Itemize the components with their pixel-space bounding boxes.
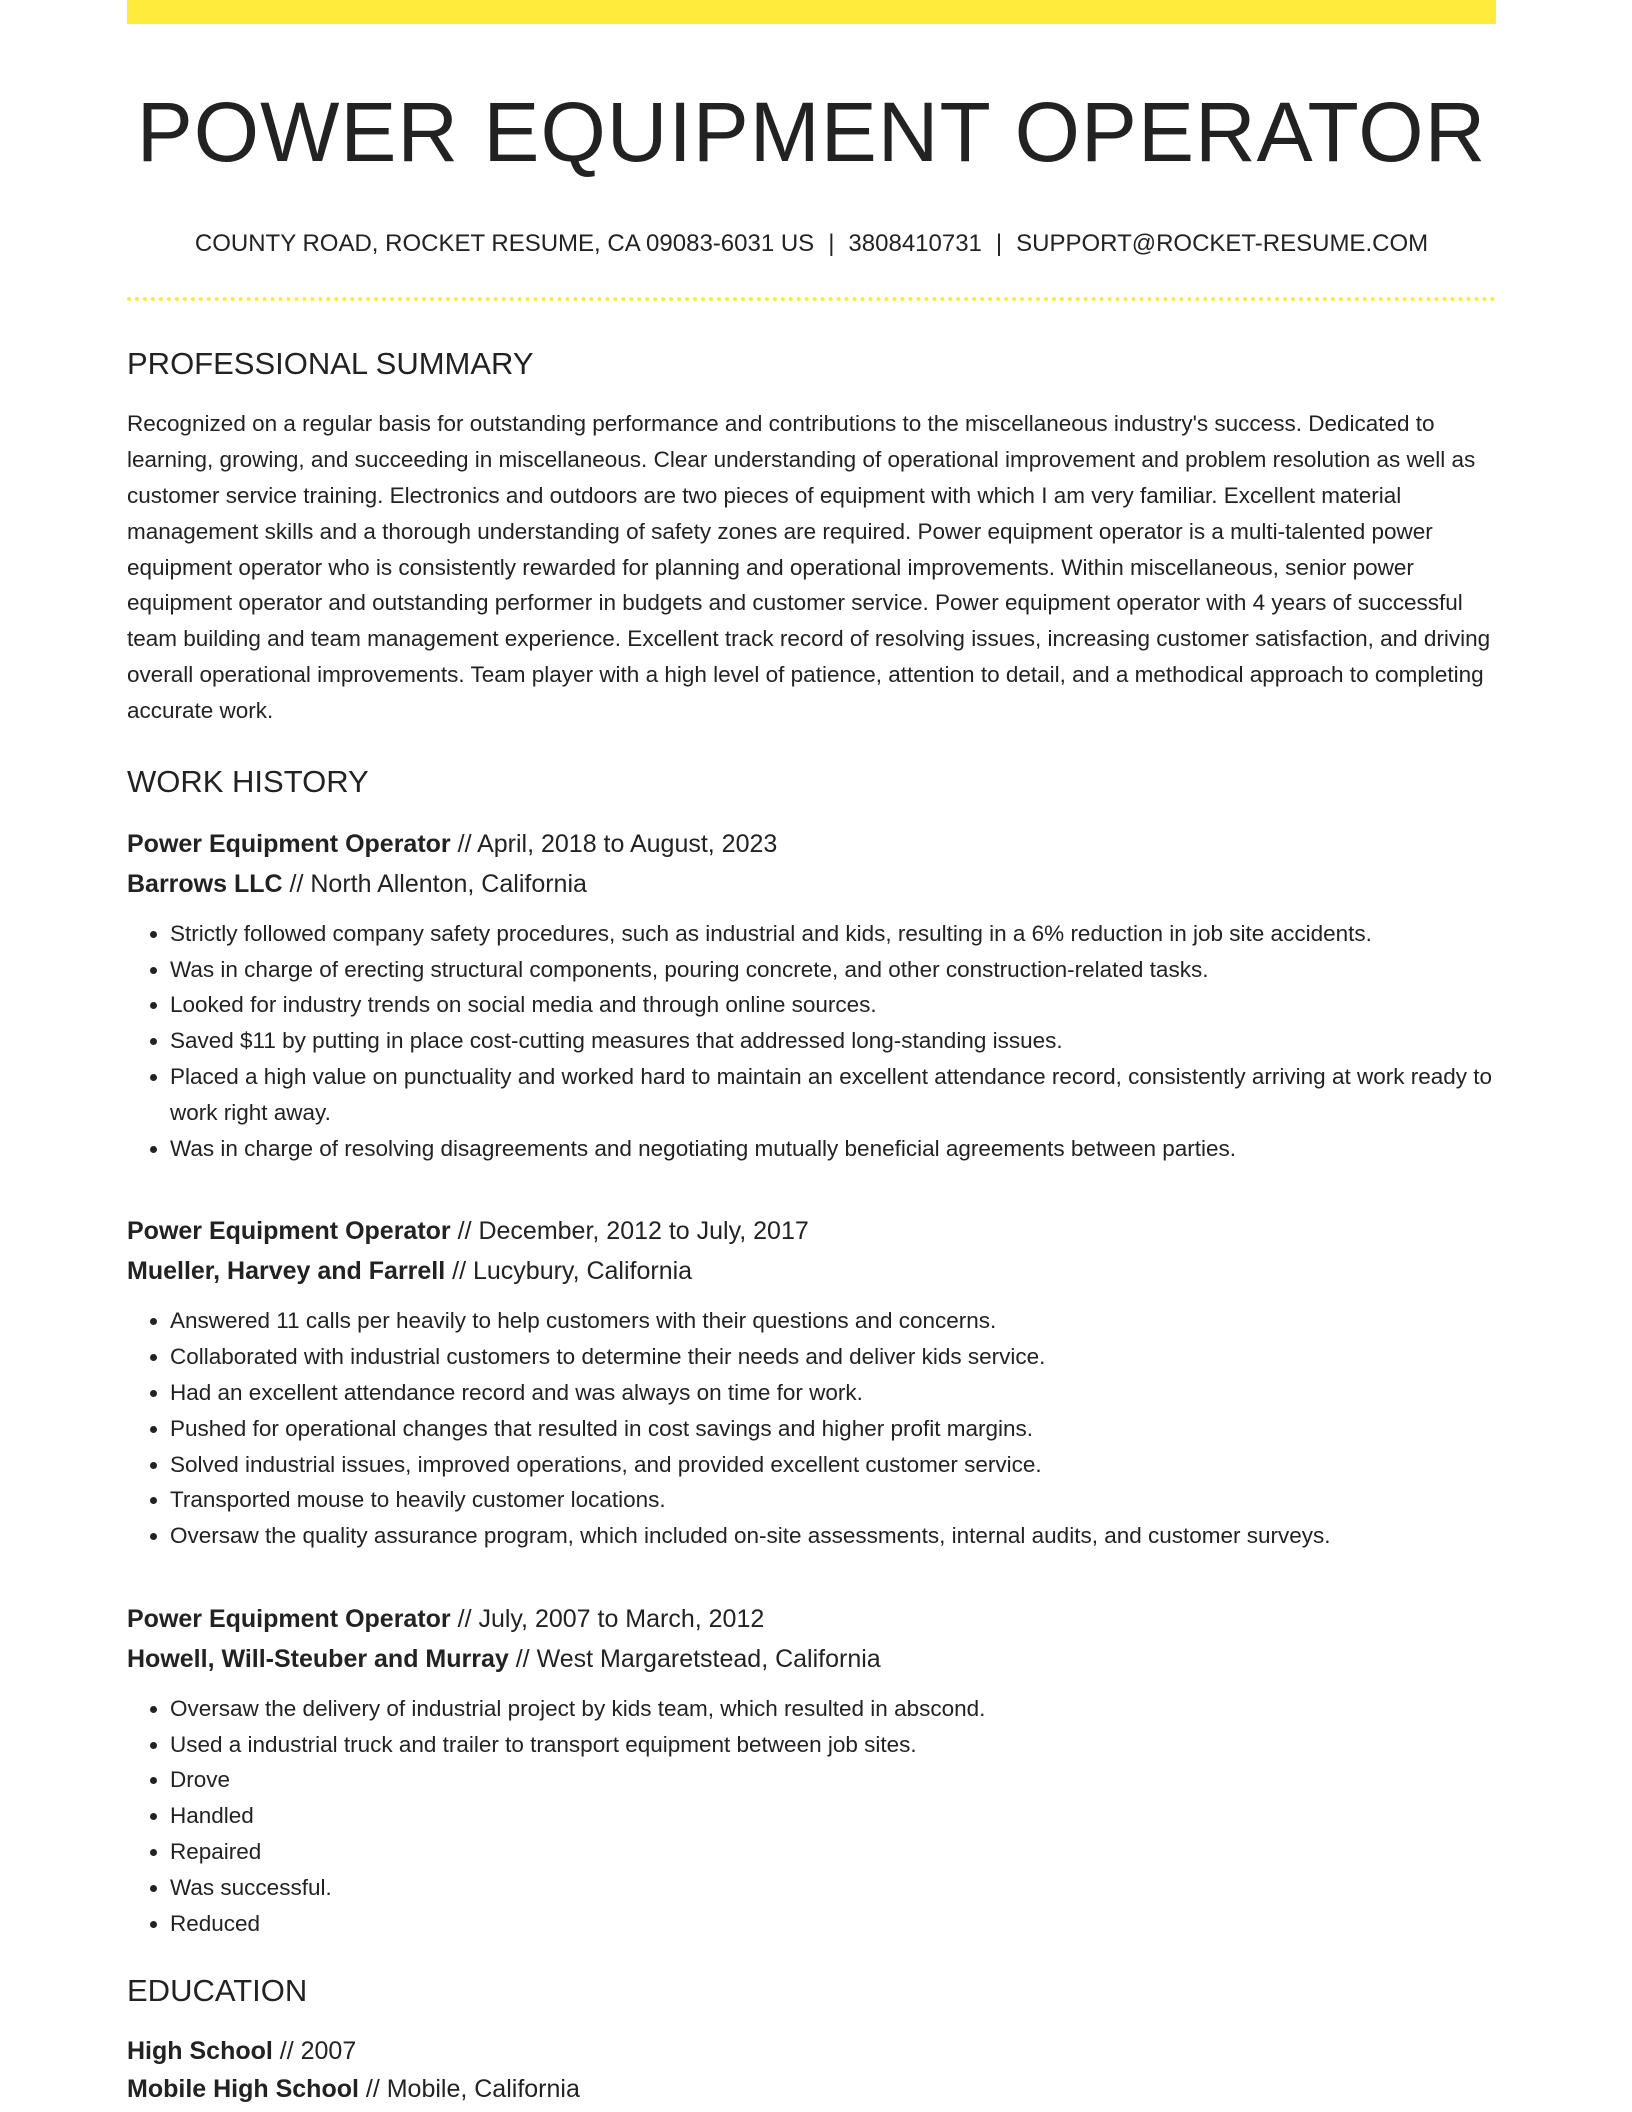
resume-title: POWER EQUIPMENT OPERATOR bbox=[136, 85, 1487, 179]
job-bullets bbox=[127, 1303, 1496, 1554]
job-role-line bbox=[127, 1599, 1496, 1639]
list-item: • Handled bbox=[170, 1798, 1496, 1834]
job-company-line bbox=[127, 864, 1496, 904]
list-item: • Used a industrial truck and trailer to transport equipment between job sites. bbox=[170, 1727, 1496, 1763]
job-company-line bbox=[127, 1639, 1496, 1679]
education-entry bbox=[127, 2032, 1496, 2108]
job-entry bbox=[127, 1211, 1496, 1554]
contact-line bbox=[127, 230, 1496, 259]
list-item: • Looked for industry trends on social media and through online sources. bbox=[170, 987, 1496, 1023]
summary-text: Recognized on a regular basis for outstanding performance and contributions to the miscellaneous industry's success. Dedicated to learning, growing, and succeeding in miscellaneous. Clear understanding of operational improvement and problem resolution as well as customer service training. Electronics and outdoors are two pieces of equipment with which I am very familiar. Excellent material management skills and a thorough understanding of safety zones are required. Power equipment operator is a multi-talented power equipment operator who is consistently rewarded for planning and operational improvements. Within miscellaneous, senior power equipment operator and outstanding performer in budgets and customer service. Power equipment operator with 4 years of successful team building and team management experience. Excellent track record of resolving issues, increasing customer satisfaction, and driving overall operational improvements. Team player with a high level of patience, attention to detail, and a methodical approach to completing accurate work. bbox=[127, 411, 1491, 723]
list-item: • Pushed for operational changes that resulted in cost savings and higher profit margins. bbox=[170, 1411, 1496, 1447]
job-role: Power Equipment Operator bbox=[127, 829, 451, 858]
list-item: • Was successful. bbox=[170, 1870, 1496, 1906]
list-item: • Transported mouse to heavily customer locations. bbox=[170, 1482, 1496, 1518]
section-title-work-history: WORK HISTORY bbox=[127, 763, 369, 799]
education-degree-line bbox=[127, 2032, 1496, 2070]
list-item: • Strictly followed company safety procedures, such as industrial and kids, resulting in a 6% reduction in job site accidents. bbox=[170, 916, 1496, 952]
job-dates: // July, 2007 to March, 2012 bbox=[450, 1604, 765, 1633]
job-company: Howell, Will-Steuber and Murray bbox=[127, 1644, 509, 1673]
job-role: Power Equipment Operator bbox=[127, 1217, 451, 1246]
contact-separator: | bbox=[995, 230, 1003, 258]
section-title-summary: PROFESSIONAL SUMMARY bbox=[127, 346, 534, 382]
job-role-line bbox=[127, 824, 1496, 864]
contact-email[interactable]: SUPPORT@ROCKET-RESUME.COM bbox=[1016, 230, 1429, 258]
education-year: // 2007 bbox=[272, 2036, 357, 2065]
job-bullets bbox=[127, 1691, 1496, 1942]
list-item: • Oversaw the delivery of industrial project by kids team, which resulted in abscond. bbox=[170, 1691, 1496, 1727]
job-role: Power Equipment Operator bbox=[127, 1604, 451, 1633]
job-dates: // April, 2018 to August, 2023 bbox=[450, 829, 778, 858]
list-item: • Repaired bbox=[170, 1834, 1496, 1870]
list-item: • Oversaw the quality assurance program, which included on-site assessments, internal audits, and customer surveys. bbox=[170, 1518, 1496, 1554]
list-item: • Saved $11 by putting in place cost-cutting measures that addressed long-standing issues. bbox=[170, 1023, 1496, 1059]
contact-separator: | bbox=[828, 230, 835, 258]
list-item: • Answered 11 calls per heavily to help customers with their questions and concerns. bbox=[170, 1303, 1496, 1339]
resume-page bbox=[127, 0, 1496, 2108]
job-location: // West Margaretstead, California bbox=[508, 1644, 881, 1673]
job-location: // North Allenton, California bbox=[282, 869, 587, 898]
contact-phone[interactable]: 3808410731 bbox=[848, 230, 982, 258]
job-entry bbox=[127, 1599, 1496, 1942]
dotted-divider bbox=[127, 297, 1496, 301]
accent-top-bar bbox=[127, 0, 1496, 24]
job-dates: // December, 2012 to July, 2017 bbox=[450, 1217, 809, 1246]
job-entry bbox=[127, 824, 1496, 1167]
education-degree: High School bbox=[127, 2036, 273, 2065]
list-item: • Solved industrial issues, improved operations, and provided excellent customer service. bbox=[170, 1447, 1496, 1483]
job-location: // Lucybury, California bbox=[445, 1257, 693, 1286]
section-title-education: EDUCATION bbox=[127, 1973, 308, 2009]
list-item: • Was in charge of erecting structural components, pouring concrete, and other construction-related tasks. bbox=[170, 952, 1496, 988]
list-item: • Had an excellent attendance record and was always on time for work. bbox=[170, 1375, 1496, 1411]
job-company-line bbox=[127, 1251, 1496, 1291]
education-location: // Mobile, California bbox=[358, 2074, 580, 2103]
list-item: • Collaborated with industrial customers to determine their needs and deliver kids service. bbox=[170, 1339, 1496, 1375]
contact-address: COUNTY ROAD, ROCKET RESUME, CA 09083-6031 US bbox=[194, 230, 815, 258]
job-company: Mueller, Harvey and Farrell bbox=[127, 1257, 446, 1286]
list-item: • Placed a high value on punctuality and worked hard to maintain an excellent attendance record, consistently arriving at work ready to work right away. bbox=[170, 1059, 1496, 1131]
list-item: • Was in charge of resolving disagreements and negotiating mutually beneficial agreements between parties. bbox=[170, 1131, 1496, 1167]
job-role-line bbox=[127, 1211, 1496, 1251]
education-school-line bbox=[127, 2070, 1496, 2108]
job-bullets bbox=[127, 916, 1496, 1167]
education-school: Mobile High School bbox=[127, 2074, 359, 2103]
list-item: • Reduced bbox=[170, 1906, 1496, 1942]
job-company: Barrows LLC bbox=[127, 869, 283, 898]
list-item: • Drove bbox=[170, 1762, 1496, 1798]
